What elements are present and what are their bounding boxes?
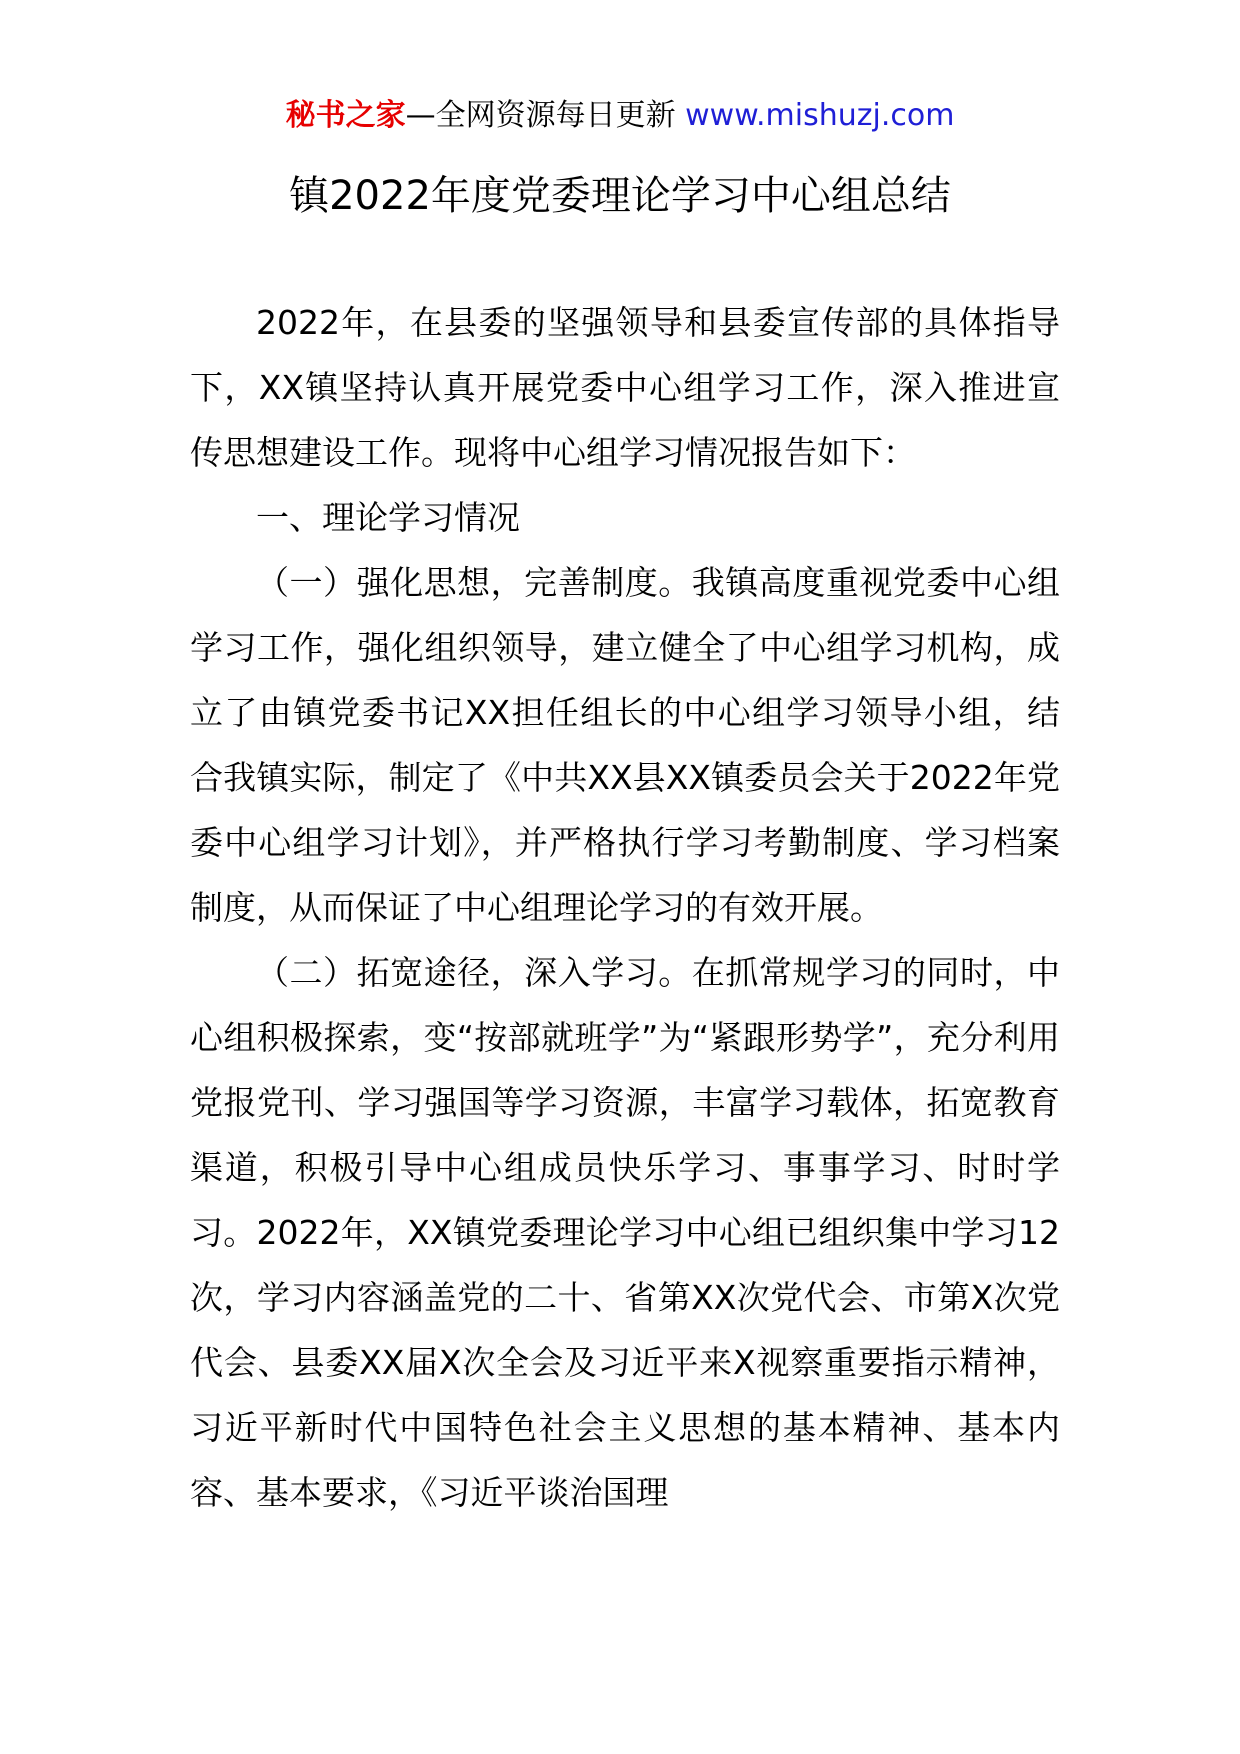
document-title: 镇2022年度党委理论学习中心组总结 — [289, 173, 951, 219]
document-body — [190, 290, 1060, 1525]
site-url-link[interactable]: www.mishuzj.com — [685, 98, 955, 133]
section-heading: 一、理论学习情况 — [256, 498, 520, 537]
body-paragraph: （一）强化思想，完善制度。我镇高度重视党委中心组学习工作，强化组织领导，建立健全了中心组学习机构，成立了由镇党委书记XX担任组长的中心组学习领导小组，结合我镇实际，制定了《中共XX县XX镇委员会关于2022年党委中心组学习计划》，并严格执行学习考勤制度、学习档案制度，从而保证了中心组理论学习的有效开展。 — [190, 563, 1060, 927]
brand-name: 秘书之家 — [285, 98, 406, 133]
site-tagline: —全网资源每日更新 — [405, 98, 676, 133]
body-paragraph: （二）拓宽途径，深入学习。在抓常规学习的同时，中心组积极探索，变“按部就班学”为“紧跟形势学”，充分利用党报党刊、学习强国等学习资源，丰富学习载体，拓宽教育渠道，积极引导中心组成员快乐学习、事事学习、时时学习。2022年，XX镇党委理论学习中心组已组织集中学习12次，学习内容涵盖党的二十、省第XX次党代会、市第X次党代会、县委XX届X次全会及习近平来X视察重要指示精神，习近平新时代中国特色社会主义思想的基本精神、基本内容、基本要求，《习近平谈治国理 — [190, 953, 1060, 1512]
site-header — [0, 94, 1240, 138]
intro-paragraph: 2022年，在县委的坚强领导和县委宣传部的具体指导下，XX镇坚持认真开展党委中心组学习工作，深入推进宣传思想建设工作。现将中心组学习情况报告如下： — [190, 303, 1060, 472]
